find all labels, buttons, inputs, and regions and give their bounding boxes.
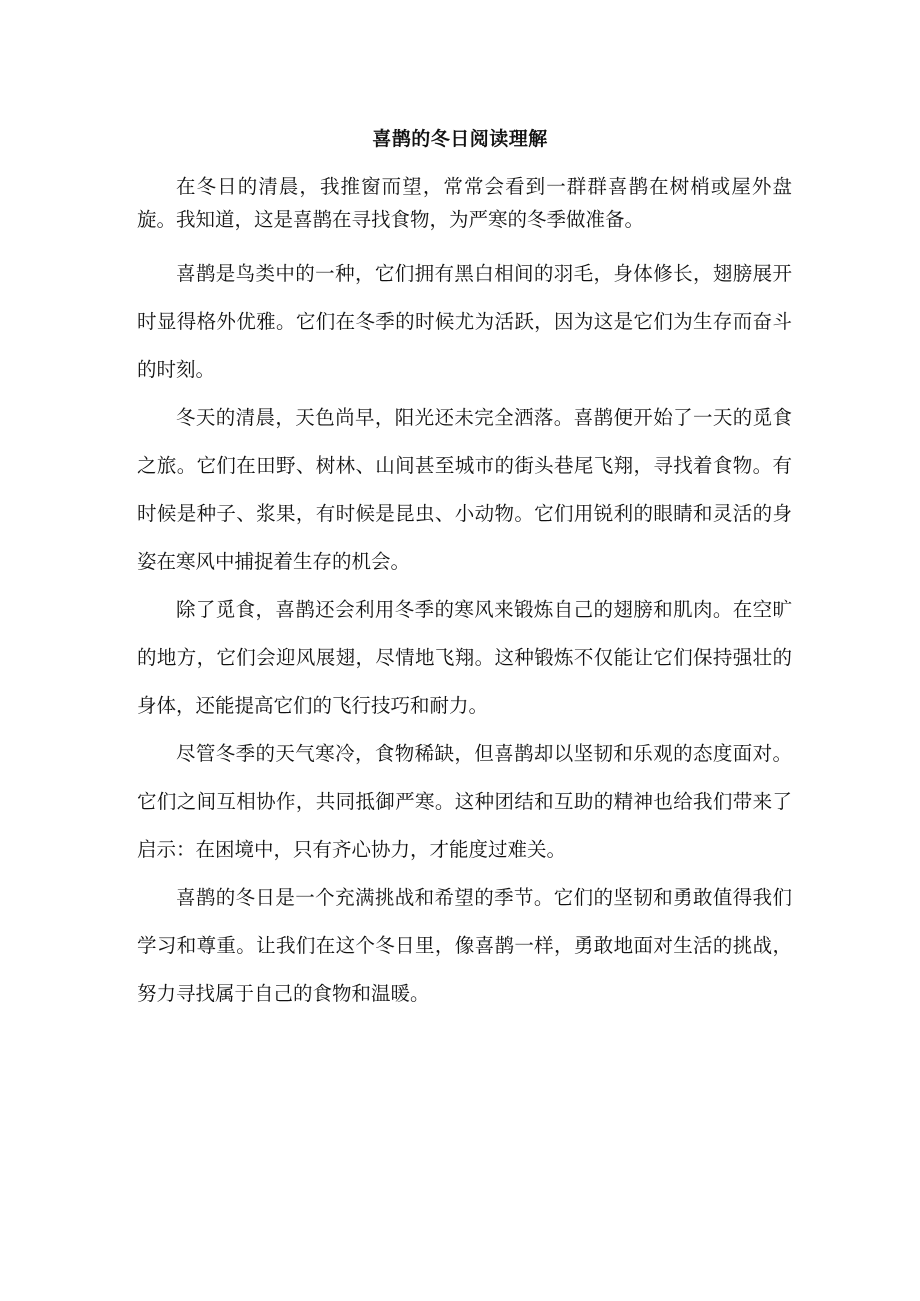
paragraph-2: 喜鹊是鸟类中的一种，它们拥有黑白相间的羽毛，身体修长，翅膀展开时显得格外优雅。它们在冬季的时候尤为活跃，因为这是它们为生存而奋斗的时刻。 [137,262,792,381]
paragraph-6: 喜鹊的冬日是一个充满挑战和希望的季节。它们的坚韧和勇敢值得我们学习和尊重。让我们在这个冬日里，像喜鹊一样，勇敢地面对生活的挑战，努力寻找属于自己的食物和温暖。 [137,886,792,1005]
paragraph-5: 尽管冬季的天气寒冷，食物稀缺，但喜鹊却以坚韧和乐观的态度面对。它们之间互相协作，共同抵御严寒。这种团结和互助的精神也给我们带来了启示：在困境中，只有齐心协力，才能度过难关。 [137,742,792,861]
paragraph-4: 除了觅食，喜鹊还会利用冬季的寒风来锻炼自己的翅膀和肌肉。在空旷的地方，它们会迎风展翅，尽情地飞翔。这种锻炼不仅能让它们保持强壮的身体，还能提高它们的飞行技巧和耐力。 [137,598,792,717]
paragraph-1: 在冬日的清晨，我推窗而望，常常会看到一群群喜鹊在树梢或屋外盘旋。我知道，这是喜鹊在寻找食物，为严寒的冬季做准备。 [137,175,792,231]
paragraph-3: 冬天的清晨，天色尚早，阳光还未完全洒落。喜鹊便开始了一天的觅食之旅。它们在田野、树林、山间甚至城市的街头巷尾飞翔，寻找着食物。有时候是种子、浆果，有时候是昆虫、小动物。它们用锐利的眼睛和灵活的身姿在寒风中捕捉着生存的机会。 [137,406,792,573]
document-body [137,170,792,1018]
document-title: 喜鹊的冬日阅读理解 [372,128,548,150]
